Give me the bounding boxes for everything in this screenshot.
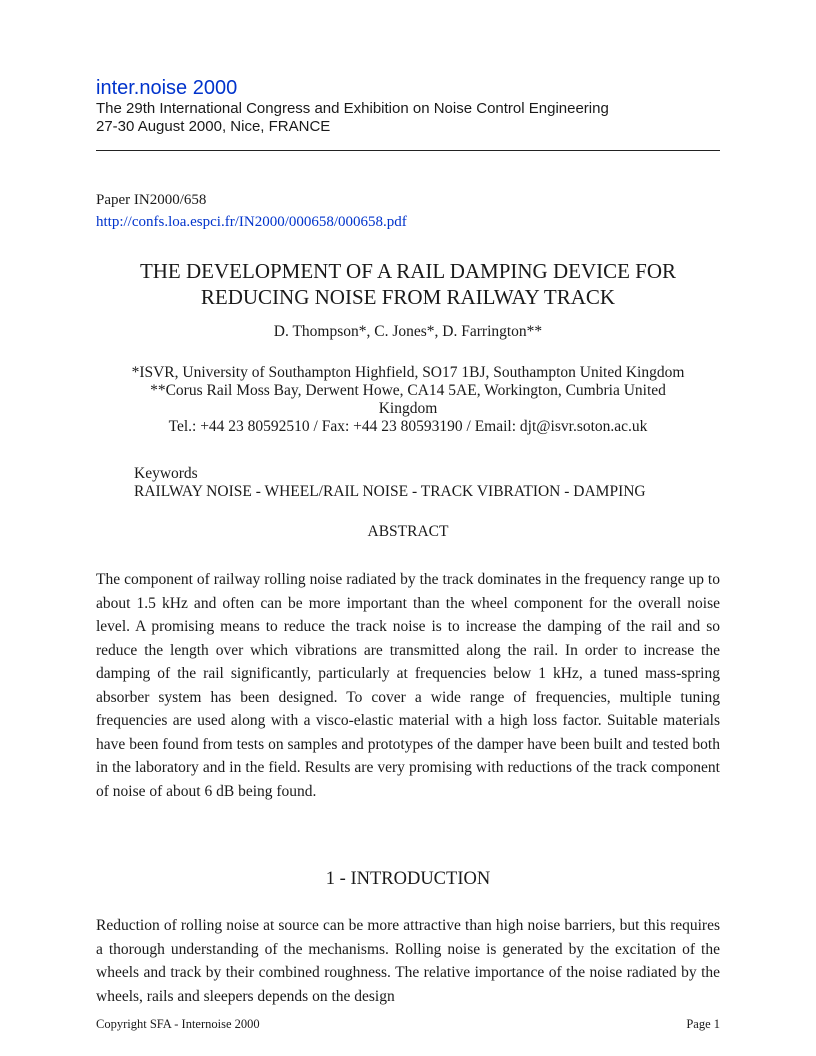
footer-copyright: Copyright SFA - Internoise 2000	[96, 1017, 260, 1031]
paper-title-line: REDUCING NOISE FROM RAILWAY TRACK	[200, 285, 616, 309]
paper-page	[96, 0, 720, 1056]
keywords-block	[134, 465, 646, 501]
keywords-values: RAILWAY NOISE - WHEEL/RAIL NOISE - TRACK VIBRATION - DAMPING	[134, 483, 646, 500]
keywords-label: Keywords	[134, 465, 198, 482]
abstract-text: The component of railway rolling noise radiated by the track dominates in the frequency range up to about 1.5 kHz and often can be more important than the wheel component for the overall noise level. A promising means to reduce the track noise is to increase the damping of the rail and so reduce the length over which vibrations are transmitted along the rail. In order to increase the damping of the rail significantly, particularly at frequencies below 1 kHz, a tuned mass-spring absorber system has been designed. To cover a wide range of frequencies, multiple tuning frequencies are used along with a visco-elastic material with a high loss factor. Suitable materials have been found from tests on samples and prototypes of the damper have been built and tested both in the laboratory and in the field. Results are very promising with reductions of the track component of noise of about 6 dB being found.	[96, 571, 720, 800]
header-divider	[96, 150, 720, 151]
footer-page-number: Page 1	[686, 1017, 720, 1031]
introduction-heading: 1 - INTRODUCTION	[325, 869, 491, 889]
abstract-heading: ABSTRACT	[367, 523, 449, 540]
conference-name: inter.noise 2000	[96, 77, 238, 99]
affiliation-line: *ISVR, University of Southampton Highfield, SO17 1BJ, Southampton United Kingdom	[131, 364, 685, 381]
contact-info: Tel.: +44 23 80592510 / Fax: +44 23 80593190 / Email: djt@isvr.soton.ac.uk	[168, 418, 648, 435]
paper-title	[96, 258, 720, 310]
affiliations	[96, 364, 720, 436]
conference-subtitle: The 29th International Congress and Exhibition on Noise Control Engineering	[96, 100, 609, 117]
introduction-text: Reduction of rolling noise at source can be more attractive than high noise barriers, but this requires a thorough understanding of the mechanisms. Rolling noise is generated by the excitation of the wheels and track by their combined roughness. The relative importance of the noise radiated by the wheels, rails and sleepers depends on the design	[96, 917, 720, 1005]
authors: D. Thompson*, C. Jones*, D. Farrington**	[273, 323, 543, 340]
paper-url-link[interactable]: http://confs.loa.espci.fr/IN2000/000658/000658.pdf	[96, 214, 407, 230]
affiliation-line: **Corus Rail Moss Bay, Derwent Howe, CA14 5AE, Workington, Cumbria United	[150, 382, 666, 399]
paper-title-line: THE DEVELOPMENT OF A RAIL DAMPING DEVICE FOR	[139, 259, 677, 283]
conference-date-location: 27-30 August 2000, Nice, FRANCE	[96, 118, 331, 135]
affiliation-line: Kingdom	[378, 400, 438, 417]
paper-id: Paper IN2000/658	[96, 192, 207, 208]
